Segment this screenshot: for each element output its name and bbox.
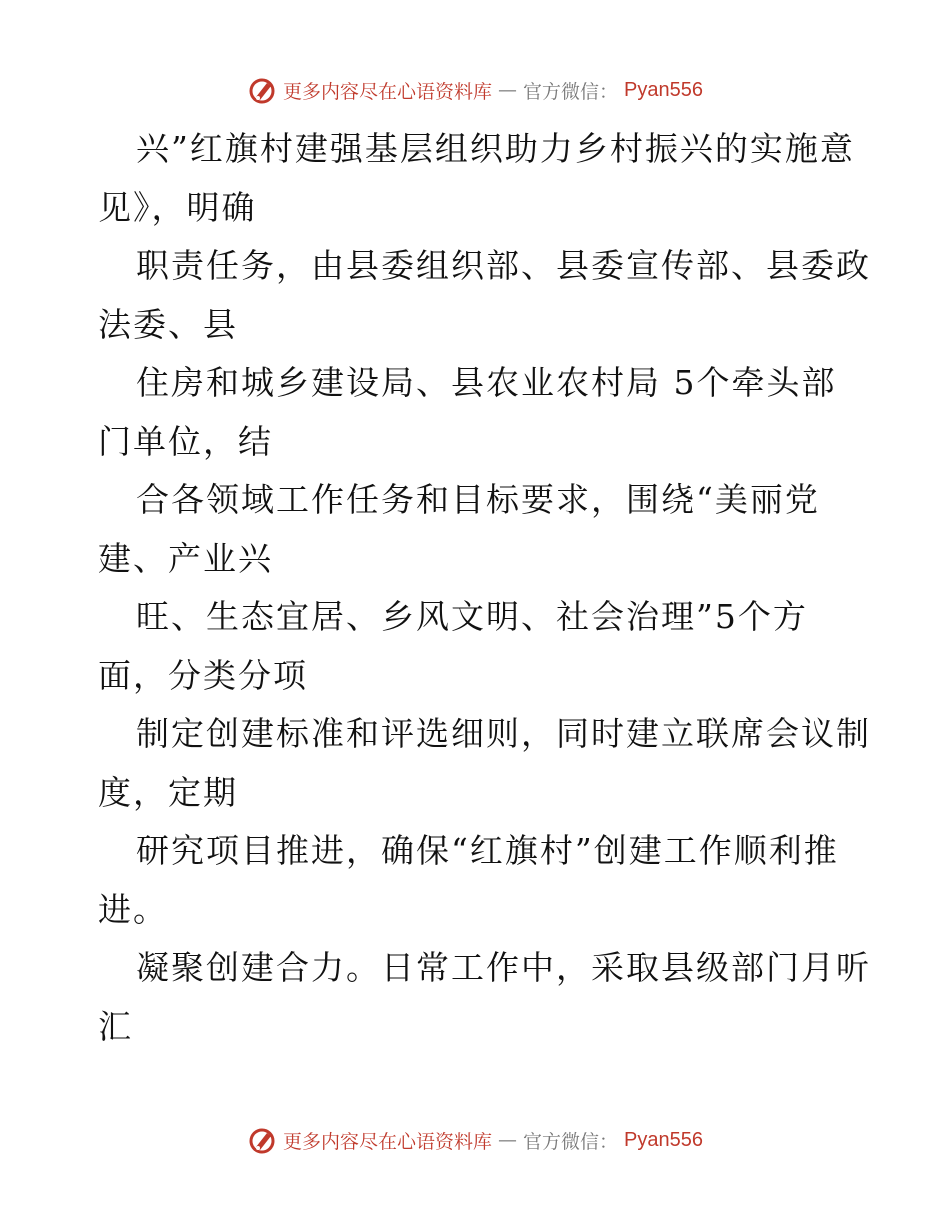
body-line: 建、产业兴 [98,538,273,578]
document-body [98,120,871,1056]
body-line: 兴”红旗村建强基层组织助力乡村振兴的实施意 [136,129,855,168]
body-line: 合各领域工作任务和目标要求，围绕“美丽党 [136,480,820,519]
body-line: 职责任务，由县委组织部、县委宣传部、县委政 [136,246,871,285]
body-line: 面，分类分项 [98,655,308,695]
body-line: 度，定期 [98,772,238,812]
body-line: 制定创建标准和评选细则，同时建立联席会议制 [136,714,871,753]
body-line: 研究项目推进，确保“红旗村”创建工作顺利推 [136,831,839,870]
header-watermark [0,72,950,108]
watermark-contact-label: 官方微信： [523,80,619,103]
watermark-contact-id: Pyan556 [624,78,703,101]
body-line: 汇 [98,1006,133,1046]
watermark-separator: — [498,1129,518,1151]
pen-circle-logo-icon [247,1125,277,1155]
body-line: 见》，明确 [98,187,257,227]
body-line: 进。 [98,889,168,929]
watermark-separator: — [498,79,518,101]
watermark-contact-label: 官方微信： [523,1130,619,1153]
watermark-brand: 更多内容尽在心语资料库 [283,1130,493,1153]
body-line: 住房和城乡建设局、县农业农村局 5个牵头部 [136,363,837,402]
body-line: 门单位，结 [98,421,273,461]
watermark-brand: 更多内容尽在心语资料库 [283,80,493,103]
watermark-contact-id: Pyan556 [624,1128,703,1151]
body-line: 法委、县 [98,304,238,344]
pen-circle-logo-icon [247,75,277,105]
body-line: 旺、生态宜居、乡风文明、社会治理”5个方 [136,597,808,636]
body-line: 凝聚创建合力。日常工作中，采取县级部门月听 [136,948,871,987]
footer-watermark [0,1122,950,1158]
